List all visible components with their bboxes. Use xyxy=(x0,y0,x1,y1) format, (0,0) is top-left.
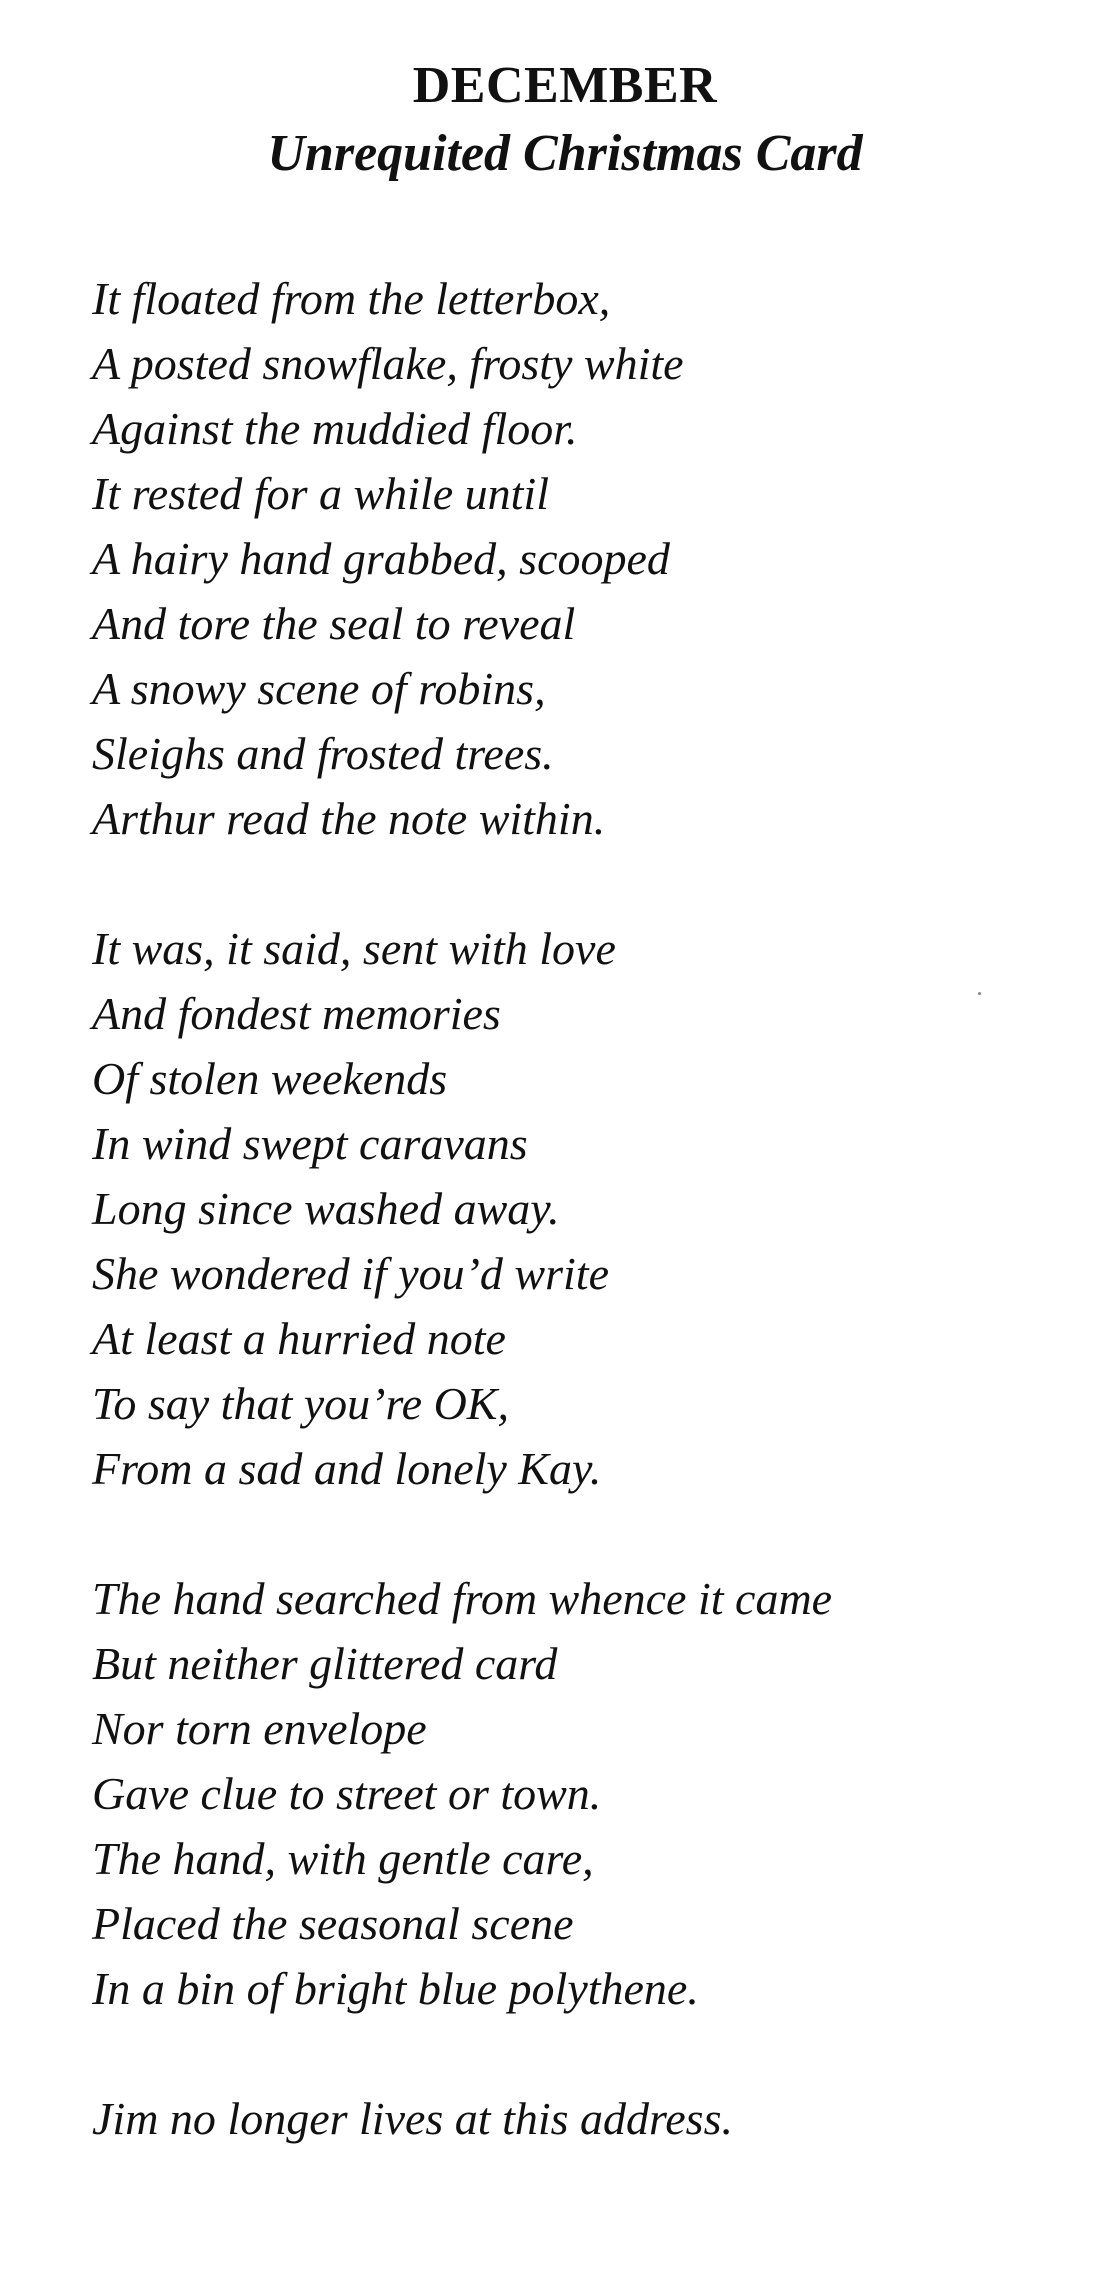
poem-line: Gave clue to street or town. xyxy=(92,1768,602,1819)
poem-line: To say that you’re OK, xyxy=(92,1378,509,1429)
poem-line: The hand searched from whence it came xyxy=(92,1573,833,1624)
poem-line: Long since washed away. xyxy=(92,1183,560,1234)
poem-line: Against the muddied floor. xyxy=(92,403,578,454)
poem-body xyxy=(92,266,1082,2216)
stanza-4 xyxy=(92,2086,1082,2151)
poem-line: A posted snowflake, frosty white xyxy=(92,338,684,389)
poem-line: A snowy scene of robins, xyxy=(92,663,546,714)
page-title: DECEMBER xyxy=(412,57,718,114)
poem-line: The hand, with gentle care, xyxy=(92,1833,594,1884)
poem-line: She wondered if you’d write xyxy=(92,1248,609,1299)
stanza-1 xyxy=(92,266,1082,851)
poem-line: It rested for a while until xyxy=(92,468,549,519)
poem-line: But neither glittered card xyxy=(92,1638,558,1689)
poem-line: In a bin of bright blue polythene. xyxy=(92,1963,699,2014)
scan-speck xyxy=(978,992,981,995)
poem-line: Sleighs and frosted trees. xyxy=(92,728,554,779)
poem-line: Jim no longer lives at this address. xyxy=(92,2093,733,2144)
stanza-3 xyxy=(92,1566,1082,2021)
poem-line: At least a hurried note xyxy=(92,1313,506,1364)
poem-line: Placed the seasonal scene xyxy=(92,1898,574,1949)
poem-line: Arthur read the note within. xyxy=(92,793,606,844)
poem-line: It floated from the letterbox, xyxy=(92,273,611,324)
stanza-2 xyxy=(92,916,1082,1501)
poem-line: From a sad and lonely Kay. xyxy=(92,1443,602,1494)
poem-subtitle: Unrequited Christmas Card xyxy=(267,125,863,182)
poem-line: Nor torn envelope xyxy=(92,1703,427,1754)
poem-line: Of stolen weekends xyxy=(92,1053,448,1104)
poem-line: In wind swept caravans xyxy=(92,1118,528,1169)
poem-line: And tore the seal to reveal xyxy=(92,598,576,649)
poem-line: It was, it said, sent with love xyxy=(92,923,616,974)
poem-line: A hairy hand grabbed, scooped xyxy=(92,533,670,584)
poem-line: And fondest memories xyxy=(92,988,501,1039)
